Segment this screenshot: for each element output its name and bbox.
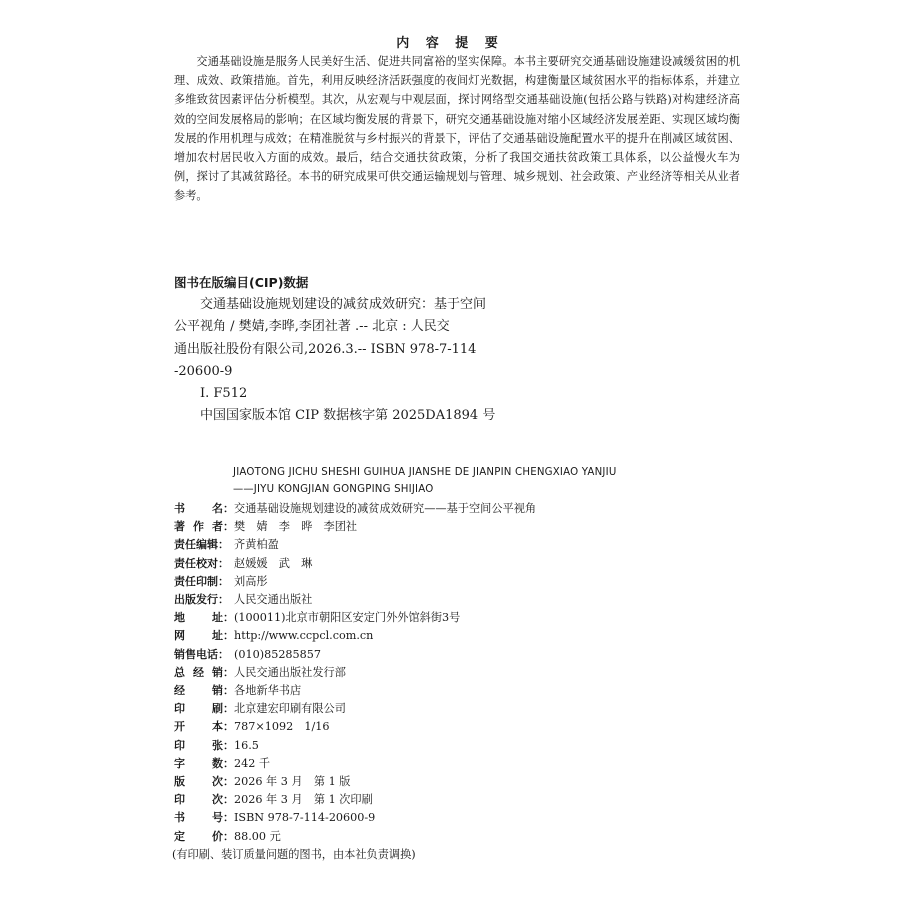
colophon-row (174, 518, 734, 536)
colophon-value: (100011)北京市朝阳区安定门外外馆斜街3号 (234, 611, 461, 625)
colophon-label-part: 责任校对： (174, 556, 229, 570)
colophon-label-part: 名： (212, 502, 234, 515)
colophon-label-part: 销： (212, 665, 234, 679)
summary-body: 交通基础设施是服务人民美好生活、促进共同富裕的坚实保障。本书主要研究交通基础设施建设减缓贫困的机理、成效、政策措施。首先，利用反映经济活跃强度的夜间灯光数据，构建衡量区域贫困水平的指标体系，并建立多维致贫因素评估分析模型。其次，从宏观与中观层面，探讨网络型交通基础设施(包括公路与铁路)对构建经济高效的空间发展格局的影响；在区域均衡发展的背景下，研究交通基础设施对缩小区域经济发展差距、实现区域均衡发展的作用机理与成效；在精准脱贫与乡村振兴的背景下，评估了交通基础设施配置水平的提升在削减区域贫困、增加农村居民收入方面的成效。最后，结合交通扶贫政策，分析了我国交通扶贫政策工具体系，以公益慢火车为例，探讨了其减贫路径。本书的研究成果可供交通运输规划与管理、城乡规划、社会政策、产业经济等相关从业者参考。 (174, 55, 740, 203)
colophon-row (174, 591, 734, 609)
colophon-row (174, 755, 734, 773)
pinyin-title (233, 465, 616, 498)
colophon-row (174, 609, 734, 627)
colophon-label-part: 经 (193, 665, 204, 679)
colophon-label-part: 字 (174, 756, 185, 770)
colophon-label-part: 号： (212, 811, 234, 825)
colophon-label-part: 次： (212, 775, 234, 789)
colophon-row (174, 627, 734, 645)
colophon-row (174, 646, 734, 664)
colophon-value: (010)85285857 (234, 647, 322, 661)
colophon-row (174, 573, 734, 591)
colophon-label (174, 627, 234, 645)
colophon-label (174, 737, 234, 755)
colophon-label-part: 书 (174, 811, 185, 825)
colophon-label-part: 者： (212, 520, 234, 534)
colophon-footnote: (有印刷、装订质量问题的图书，由本社负责调换) (172, 847, 416, 861)
colophon-row (174, 700, 734, 718)
colophon-label-part: 经 (174, 684, 185, 698)
colophon-label-part: 刷： (212, 702, 234, 716)
colophon-row (174, 500, 734, 518)
colophon-label (174, 755, 234, 773)
colophon-label (174, 682, 234, 700)
colophon-label-part: 著 (174, 520, 185, 534)
colophon-row (174, 809, 734, 827)
colophon-label (174, 518, 234, 536)
pinyin-line: JIAOTONG JICHU SHESHI GUIHUA JIANSHE DE JIANPIN CHENGXIAO YANJIU (233, 467, 617, 478)
colophon-row (174, 773, 734, 791)
colophon-label-part: 址： (212, 611, 234, 625)
colophon-label-part: 书 (174, 502, 185, 515)
colophon-label-part: 价： (212, 829, 234, 843)
cip-line: 中国国家版本馆 CIP 数据核字第 2025DA1894 号 (200, 408, 496, 424)
colophon-value: 北京建宏印刷有限公司 (234, 702, 346, 716)
colophon-row (174, 664, 734, 682)
colophon-value: 刘高彤 (234, 574, 268, 588)
colophon-label-part: 版 (174, 775, 185, 789)
colophon-label-part: 地 (174, 611, 185, 625)
colophon-label (174, 555, 234, 573)
colophon-label-part: 网 (174, 629, 185, 643)
colophon-label (174, 500, 234, 518)
colophon-label-part: 开 (174, 720, 185, 734)
colophon-label-part: 张： (212, 738, 234, 752)
colophon-label (174, 773, 234, 791)
colophon-label-part: 责任印制： (174, 574, 229, 588)
colophon-value: 赵媛媛 武 琳 (234, 556, 313, 570)
colophon-value: 2026 年 3 月 第 1 次印刷 (234, 793, 373, 807)
colophon-list (174, 500, 734, 864)
colophon-value: 人民交通出版社 (234, 593, 313, 607)
colophon-label (174, 609, 234, 627)
colophon-label (174, 536, 234, 554)
colophon-row (174, 791, 734, 809)
colophon-label-part: 出版发行： (174, 593, 229, 607)
cip-heading: 图书在版编目(CIP)数据 (174, 275, 309, 290)
colophon-label-part: 销： (212, 684, 234, 698)
colophon-value: ISBN 978-7-114-20600-9 (234, 811, 376, 825)
colophon-value: 樊 婧 李 晔 李团社 (234, 520, 358, 534)
colophon-row (174, 718, 734, 736)
colophon-value: 各地新华书店 (234, 684, 302, 698)
colophon-value: 交通基础设施规划建设的减贫成效研究——基于空间公平视角 (234, 502, 537, 515)
colophon-label (174, 718, 234, 736)
colophon-row (174, 737, 734, 755)
colophon-label (174, 573, 234, 591)
cip-line: 通出版社股份有限公司,2026.3.-- ISBN 978-7-114 (174, 341, 477, 357)
colophon-label-part: 址： (212, 629, 234, 643)
colophon-label (174, 646, 234, 664)
cip-line: 公平视角 / 樊婧,李晔,李团社著 .-- 北京 : 人民交 (174, 319, 450, 335)
colophon-value: 787×1092 1/16 (234, 720, 330, 734)
pinyin-subtitle: ——JIYU KONGJIAN GONGPING SHIJIAO (233, 483, 434, 495)
colophon-value: 人民交通出版社发行部 (234, 665, 346, 679)
colophon-label (174, 700, 234, 718)
colophon-row (174, 555, 734, 573)
colophon-label-part: 印 (174, 738, 185, 752)
colophon-row (174, 828, 734, 846)
summary-title: 内 容 提 要 (396, 36, 504, 51)
colophon-row (174, 536, 734, 554)
colophon-label (174, 791, 234, 809)
cip-line: Ⅰ. F512 (200, 386, 248, 402)
colophon-value: 242 千 (234, 756, 271, 770)
colophon-value: 16.5 (234, 738, 259, 752)
cip-line: -20600-9 (174, 363, 233, 379)
colophon-label-part: 印 (174, 702, 185, 716)
colophon-label (174, 828, 234, 846)
colophon-label (174, 591, 234, 609)
colophon-label-part: 责任编辑： (174, 538, 229, 552)
colophon-label-part: 总 (174, 665, 185, 679)
colophon-value: http://www.ccpcl.com.cn (234, 629, 374, 643)
colophon-label-part: 数： (212, 756, 234, 770)
cip-record (174, 294, 554, 428)
colophon-label-part: 销售电话： (174, 647, 229, 661)
colophon-label (174, 809, 234, 827)
colophon-label-part: 作 (193, 520, 204, 534)
colophon-value: 2026 年 3 月 第 1 版 (234, 775, 351, 789)
colophon-row (174, 682, 734, 700)
colophon-label-part: 次： (212, 793, 234, 807)
colophon-label (174, 664, 234, 682)
colophon-label-part: 印 (174, 793, 185, 807)
colophon-label-part: 定 (174, 829, 185, 843)
colophon-value: 齐黄柏盈 (234, 538, 279, 552)
colophon-label-part: 本： (212, 720, 234, 734)
colophon-value: 88.00 元 (234, 829, 281, 843)
cip-line: 交通基础设施规划建设的减贫成效研究：基于空间 (200, 297, 487, 312)
